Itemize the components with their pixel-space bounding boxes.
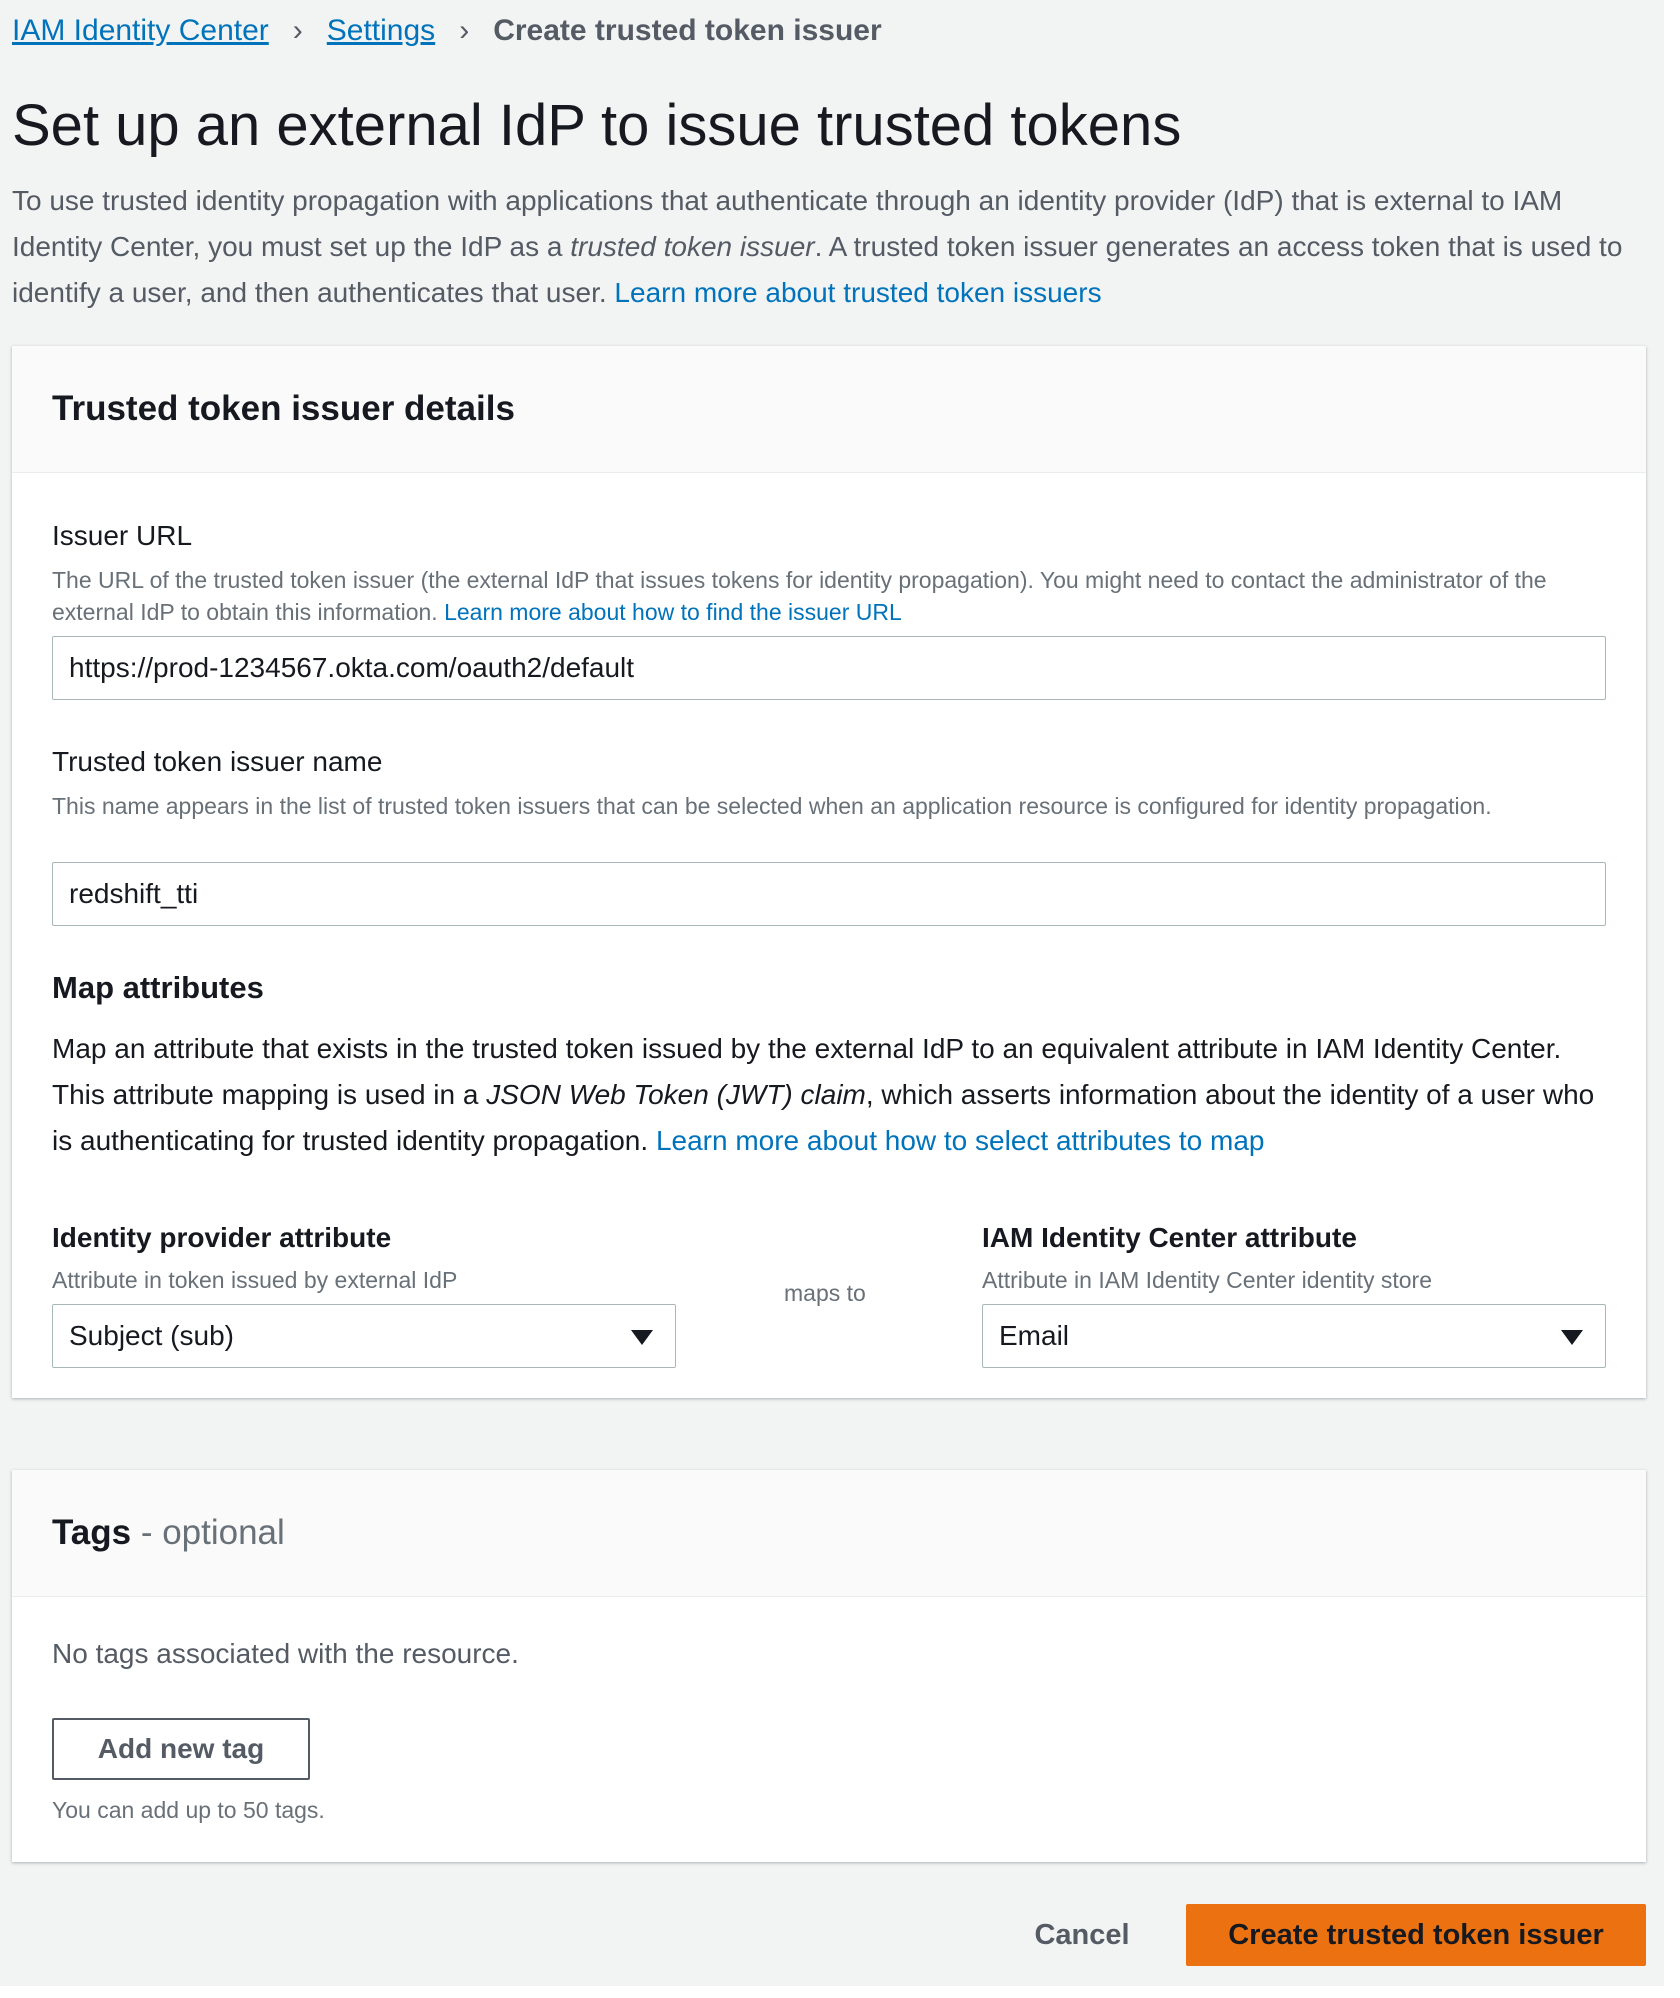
idp-attribute-description: Attribute in token issued by external IdP bbox=[52, 1267, 458, 1293]
intro-italic: trusted token issuer bbox=[570, 231, 815, 262]
idp-attribute-value: Subject (sub) bbox=[69, 1320, 234, 1351]
add-new-tag-button[interactable]: Add new tag bbox=[52, 1718, 310, 1780]
details-card bbox=[12, 346, 1646, 1398]
tags-limit-hint: You can add up to 50 tags. bbox=[52, 1797, 325, 1823]
issuer-url-desc-text: The URL of the trusted token issuer (the external IdP that issues tokens for identity propagation). You might need to contact the administrator of the external IdP to obtain this information. bbox=[52, 567, 1547, 625]
create-trusted-token-issuer-button[interactable]: Create trusted token issuer bbox=[1186, 1904, 1646, 1966]
tags-card bbox=[12, 1470, 1646, 1862]
issuer-name-input[interactable]: redshift_tti bbox=[52, 862, 1606, 926]
issuer-name-label: Trusted token issuer name bbox=[52, 746, 383, 777]
cancel-button[interactable]: Cancel bbox=[1034, 1918, 1130, 1951]
page-title: Set up an external IdP to issue trusted tokens bbox=[12, 93, 1182, 158]
chevron-right-icon: › bbox=[292, 14, 303, 47]
iam-attribute-label: IAM Identity Center attribute bbox=[982, 1222, 1357, 1253]
tags-title: Tags bbox=[52, 1513, 132, 1552]
map-desc-italic: JSON Web Token (JWT) claim bbox=[486, 1079, 866, 1110]
issuer-url-description bbox=[52, 564, 1612, 628]
tags-heading bbox=[52, 1513, 285, 1553]
idp-attribute-select[interactable] bbox=[52, 1304, 676, 1368]
breadcrumb-link-iam-identity-center[interactable]: IAM Identity Center bbox=[12, 14, 269, 47]
chevron-right-icon: › bbox=[459, 14, 470, 47]
learn-more-issuer-url-link[interactable]: Learn more about how to find the issuer URL bbox=[444, 599, 902, 625]
breadcrumb bbox=[12, 14, 882, 48]
caret-down-icon bbox=[1561, 1330, 1583, 1345]
details-card-header bbox=[12, 346, 1646, 473]
iam-attribute-value: Email bbox=[999, 1320, 1070, 1351]
issuer-url-label: Issuer URL bbox=[52, 520, 193, 551]
tags-card-header bbox=[12, 1470, 1646, 1597]
learn-more-select-attributes-link[interactable]: Learn more about how to select attributes to map bbox=[655, 1125, 1265, 1156]
map-attributes-description bbox=[52, 1026, 1618, 1164]
issuer-name-description: This name appears in the list of trusted token issuers that can be selected when an application resource is configured for identity propagation. bbox=[52, 793, 1492, 819]
torn-edge-right bbox=[1664, 0, 1680, 1998]
issuer-url-input[interactable]: https://prod-1234567.okta.com/oauth2/default bbox=[52, 636, 1606, 700]
iam-attribute-description: Attribute in IAM Identity Center identity store bbox=[982, 1267, 1432, 1293]
maps-to-label: maps to bbox=[784, 1280, 866, 1306]
idp-attribute-label: Identity provider attribute bbox=[52, 1222, 392, 1253]
learn-more-trusted-token-issuers-link[interactable]: Learn more about trusted token issuers bbox=[614, 277, 1102, 308]
page-intro bbox=[12, 178, 1632, 316]
breadcrumb-current: Create trusted token issuer bbox=[493, 14, 882, 47]
iam-attribute-select[interactable] bbox=[982, 1304, 1606, 1368]
intro-text-continued: . A trusted token issuer generates an access token that is used to identify a user, and then authenticates that user. bbox=[12, 231, 1623, 308]
no-tags-message: No tags associated with the resource. bbox=[52, 1638, 519, 1669]
intro-text: To use trusted identity propagation with applications that authenticate through an identity provider (IdP) that is external to IAM Identity Center, you must set up the IdP as a bbox=[12, 185, 1563, 262]
caret-down-icon bbox=[631, 1330, 653, 1345]
breadcrumb-link-settings[interactable]: Settings bbox=[326, 14, 436, 47]
torn-edge-bottom bbox=[0, 1986, 1680, 1998]
details-heading: Trusted token issuer details bbox=[52, 389, 515, 428]
tags-optional-label: - optional bbox=[131, 1513, 285, 1552]
map-attributes-heading: Map attributes bbox=[52, 970, 264, 1005]
map-desc-text-continued: , which asserts information about the identity of a user who is authenticating for trusted identity propagation. bbox=[52, 1079, 1595, 1156]
map-desc-text: Map an attribute that exists in the trusted token issued by the external IdP to an equivalent attribute in IAM Identity Center. This attribute mapping is used in a bbox=[52, 1033, 1562, 1110]
